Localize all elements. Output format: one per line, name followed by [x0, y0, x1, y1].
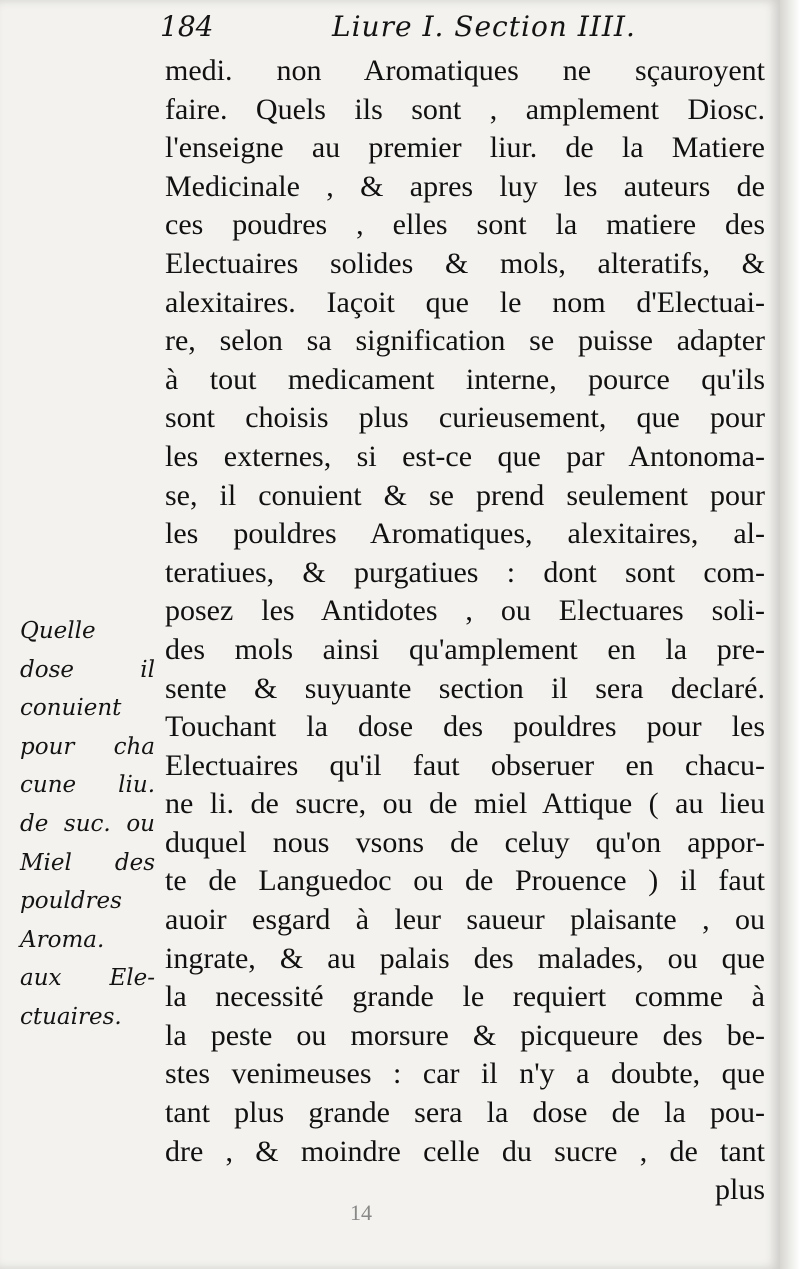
text-line: dre , & moindre celle du sucre , de tant	[165, 1134, 765, 1168]
text-line: Medicinale , & apres luy les auteurs de	[165, 169, 765, 203]
text-line: sont choisis plus curieusement, que pour	[165, 401, 765, 435]
margin-note-line: aux Ele-	[20, 965, 155, 992]
margin-note-line: dose il	[20, 656, 155, 683]
text-line: Electuaires solides & mols, alteratifs, &	[165, 246, 765, 280]
signature-mark: 14	[350, 1200, 372, 1225]
margin-note-line: cune liu.	[20, 772, 155, 799]
margin-note-line: Quelle	[20, 618, 96, 644]
running-title: Liure I. Section IIII.	[332, 10, 636, 43]
margin-note-line: Aroma.	[20, 926, 105, 953]
margin-note-line: de suc. ou	[20, 810, 155, 837]
margin-note-line: pouldres	[20, 888, 122, 915]
text-line: auoir esgard à leur saueur plaisante , ou	[165, 903, 765, 937]
text-line: stes venimeuses : car il n'y a doubte, que	[165, 1057, 765, 1091]
text-line: l'enseigne au premier liur. de la Matiere	[165, 131, 765, 165]
text-line: Touchant la dose des pouldres pour les	[165, 710, 765, 744]
text-line: faire. Quels ils sont , amplement Diosc.	[165, 92, 765, 126]
text-line: Electuaires qu'il faut obseruer en chacu-	[165, 748, 765, 782]
text-line: se, il conuient & se prend seulement pour	[165, 478, 765, 512]
text-line: ne li. de sucre, ou de miel Attique ( au lieu	[165, 787, 765, 821]
text-line: tant plus grande sera la dose de la pou-	[165, 1096, 765, 1130]
page-header	[160, 10, 720, 50]
margin-note-line: conuient	[20, 695, 122, 722]
text-line: duquel nous vsons de celuy qu'on appor-	[165, 825, 765, 859]
text-line: sente & suyuante section il sera declaré.	[165, 671, 765, 705]
text-line: les pouldres Aromatiques, alexitaires, al-	[165, 517, 765, 551]
text-line: ces poudres , elles sont la matiere des	[165, 208, 765, 242]
text-line: des mols ainsi qu'amplement en la pre-	[165, 632, 765, 666]
text-line: posez les Antidotes , ou Electuares soli-	[165, 594, 765, 628]
text-line: la peste ou morsure & picqueure des be-	[165, 1018, 765, 1052]
page-number: 184	[160, 10, 214, 43]
text-line: te de Languedoc ou de Prouence ) il faut	[165, 864, 765, 898]
text-line: ingrate, & au palais des malades, ou que	[165, 941, 765, 975]
text-line: medi. non Aromatiques ne sçauroyent	[165, 54, 765, 87]
text-line: à tout medicament interne, pource qu'ils	[165, 362, 765, 396]
text-line: les externes, si est-ce que par Antonoma-	[165, 439, 765, 473]
text-line: alexitaires. Iaçoit que le nom d'Electuai-	[165, 285, 765, 319]
text-line: re, selon sa signification se puisse adapter	[165, 324, 765, 358]
margin-note-line: Miel des	[20, 849, 155, 876]
page-edge	[780, 0, 800, 1269]
catchword: plus	[714, 1173, 765, 1207]
margin-note-line: ctuaires.	[20, 1003, 122, 1030]
text-line: teratiues, & purgatiues : dont sont com-	[165, 555, 765, 589]
text-line: la necessité grande le requiert comme à	[165, 980, 765, 1014]
body-text	[165, 52, 765, 1210]
margin-note-line: pour cha	[20, 733, 155, 760]
margin-note	[20, 612, 155, 1037]
